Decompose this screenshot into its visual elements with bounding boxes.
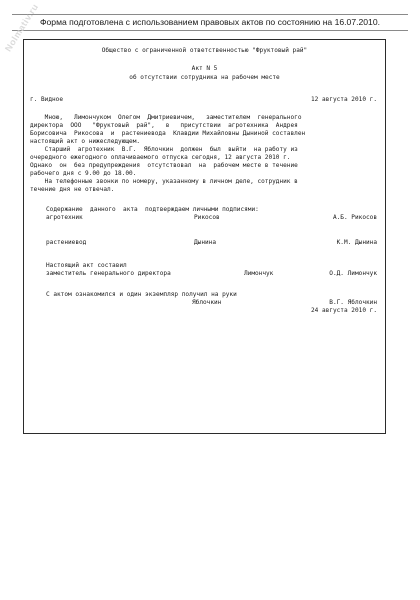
watermark-stamp: Nolmativ.ru	[3, 1, 41, 54]
paragraph-1-line-1: Мною, Лимончуком Олегом Дмитриевичем, заместителем генерального	[30, 114, 302, 121]
signer-2-name: К.М. Дынина	[336, 239, 377, 246]
organization-name: Общество с ограниченной ответственностью "Фруктовый рай"	[101, 47, 308, 54]
compiler-position: заместитель генерального директора	[46, 270, 171, 277]
act-document	[23, 39, 386, 434]
compiler-name: О.Д. Лимончук	[329, 270, 377, 277]
signer-1-signature: Рикосов	[194, 214, 220, 221]
act-number: Акт N 5	[191, 65, 218, 72]
act-title: об отсутствии сотрудника на рабочем месте	[129, 74, 280, 81]
compiler-signature: Лимончук	[244, 270, 274, 277]
paragraph-3-line-2: течение дня не отвечал.	[30, 186, 115, 193]
paragraph-1-line-4: настоящий акт о нижеследующем.	[30, 138, 141, 145]
paragraph-2-line-1: Старший агротехник В.Г. Яблочкин должен был выйти на работу из	[30, 146, 298, 153]
confirmation-text: Содержание данного акта подтверждаем личными подписями:	[46, 206, 259, 213]
acknowledgement-signature: Яблочкин	[192, 299, 222, 306]
acknowledgement-text: С актом ознакомился и один экземпляр получил на руки	[46, 291, 237, 298]
act-date: 12 августа 2010 г.	[310, 96, 377, 103]
signer-1-name: А.Б. Рикосов	[332, 214, 377, 221]
paragraph-1-line-3: Борисовича Рикосова и растениевода Клавдии Михайловны Дыниной составлен	[30, 130, 306, 137]
paragraph-1-line-2: директора ООО "Фруктовый рай", в присутствии агротехника Андрея	[30, 122, 298, 129]
signer-2-position: растениевод	[46, 239, 87, 246]
city: г. Видное	[30, 96, 64, 103]
acknowledgement-name: В.Г. Яблочкин	[329, 299, 377, 306]
paragraph-2-line-3: Однако он без предупреждения отсутствовал на рабочем месте в течение	[30, 162, 298, 169]
acknowledgement-date: 24 августа 2010 г.	[310, 307, 377, 314]
paragraph-3-line-1: На телефонные звонки по номеру, указанному в личном деле, сотрудник в	[30, 178, 298, 185]
compiled-by-text: Настоящий акт составил	[46, 262, 127, 269]
signer-2-signature: Дынина	[194, 239, 217, 246]
legal-form-notice: Форма подготовлена с использованием правовых актов по состоянию на 16.07.2010.	[12, 14, 408, 31]
paragraph-2-line-4: рабочего дня с 9.00 до 18.00.	[30, 170, 137, 177]
paragraph-2-line-2: очередного ежегодного оплачиваемого отпуска сегодня, 12 августа 2010 г.	[30, 154, 291, 161]
signer-1-position: агротехник	[46, 214, 83, 221]
